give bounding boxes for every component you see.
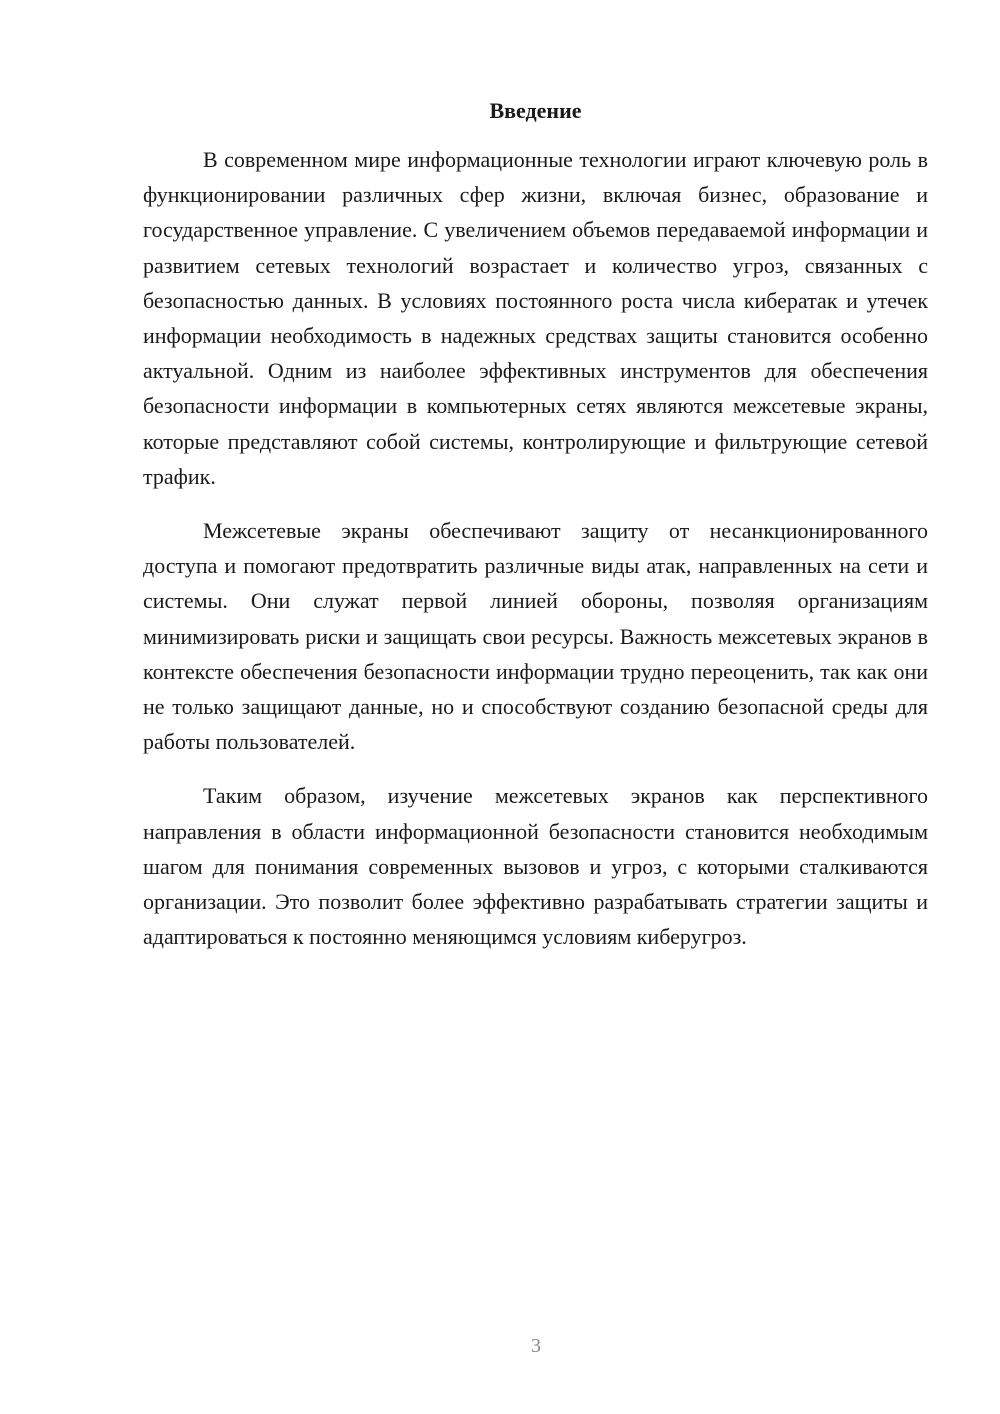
paragraph-1: В современном мире информационные технологии играют ключевую роль в функционировании различных сфер жизни, включая бизнес, образование и государственное управление. С увеличением объемов передаваемой информации и развитием сетевых технологий возрастает и количество угроз, связанных с безопасностью данных. В условиях постоянного роста числа кибератак и утечек информации необходимость в надежных средствах защиты становится особенно актуальной. Одним из наиболее эффективных инструментов для обеспечения безопасности информации в компьютерных сетях являются межсетевые экраны, которые представляют собой системы, контролирующие и фильтрующие сетевой трафик. [143,147,928,489]
paragraph-2: Межсетевые экраны обеспечивают защиту от несанкционированного доступа и помогают предотвратить различные виды атак, направленных на сети и системы. Они служат первой линией обороны, позволяя организациям минимизировать риски и защищать свои ресурсы. Важность межсетевых экранов в контексте обеспечения безопасности информации трудно переоценить, так как они не только защищают данные, но и способствуют созданию безопасной среды для работы пользователей. [143,518,928,755]
document-body [143,142,928,973]
page-number: 3 [531,1335,541,1357]
paragraph-3: Таким образом, изучение межсетевых экранов как перспективного направления в области информационной безопасности становится необходимым шагом для понимания современных вызовов и угроз, с которыми сталкиваются организации. Это позволит более эффективно разрабатывать стратегии защиты и адаптироваться к постоянно меняющимся условиям киберугроз. [143,783,928,950]
page-title: Введение [489,98,582,123]
